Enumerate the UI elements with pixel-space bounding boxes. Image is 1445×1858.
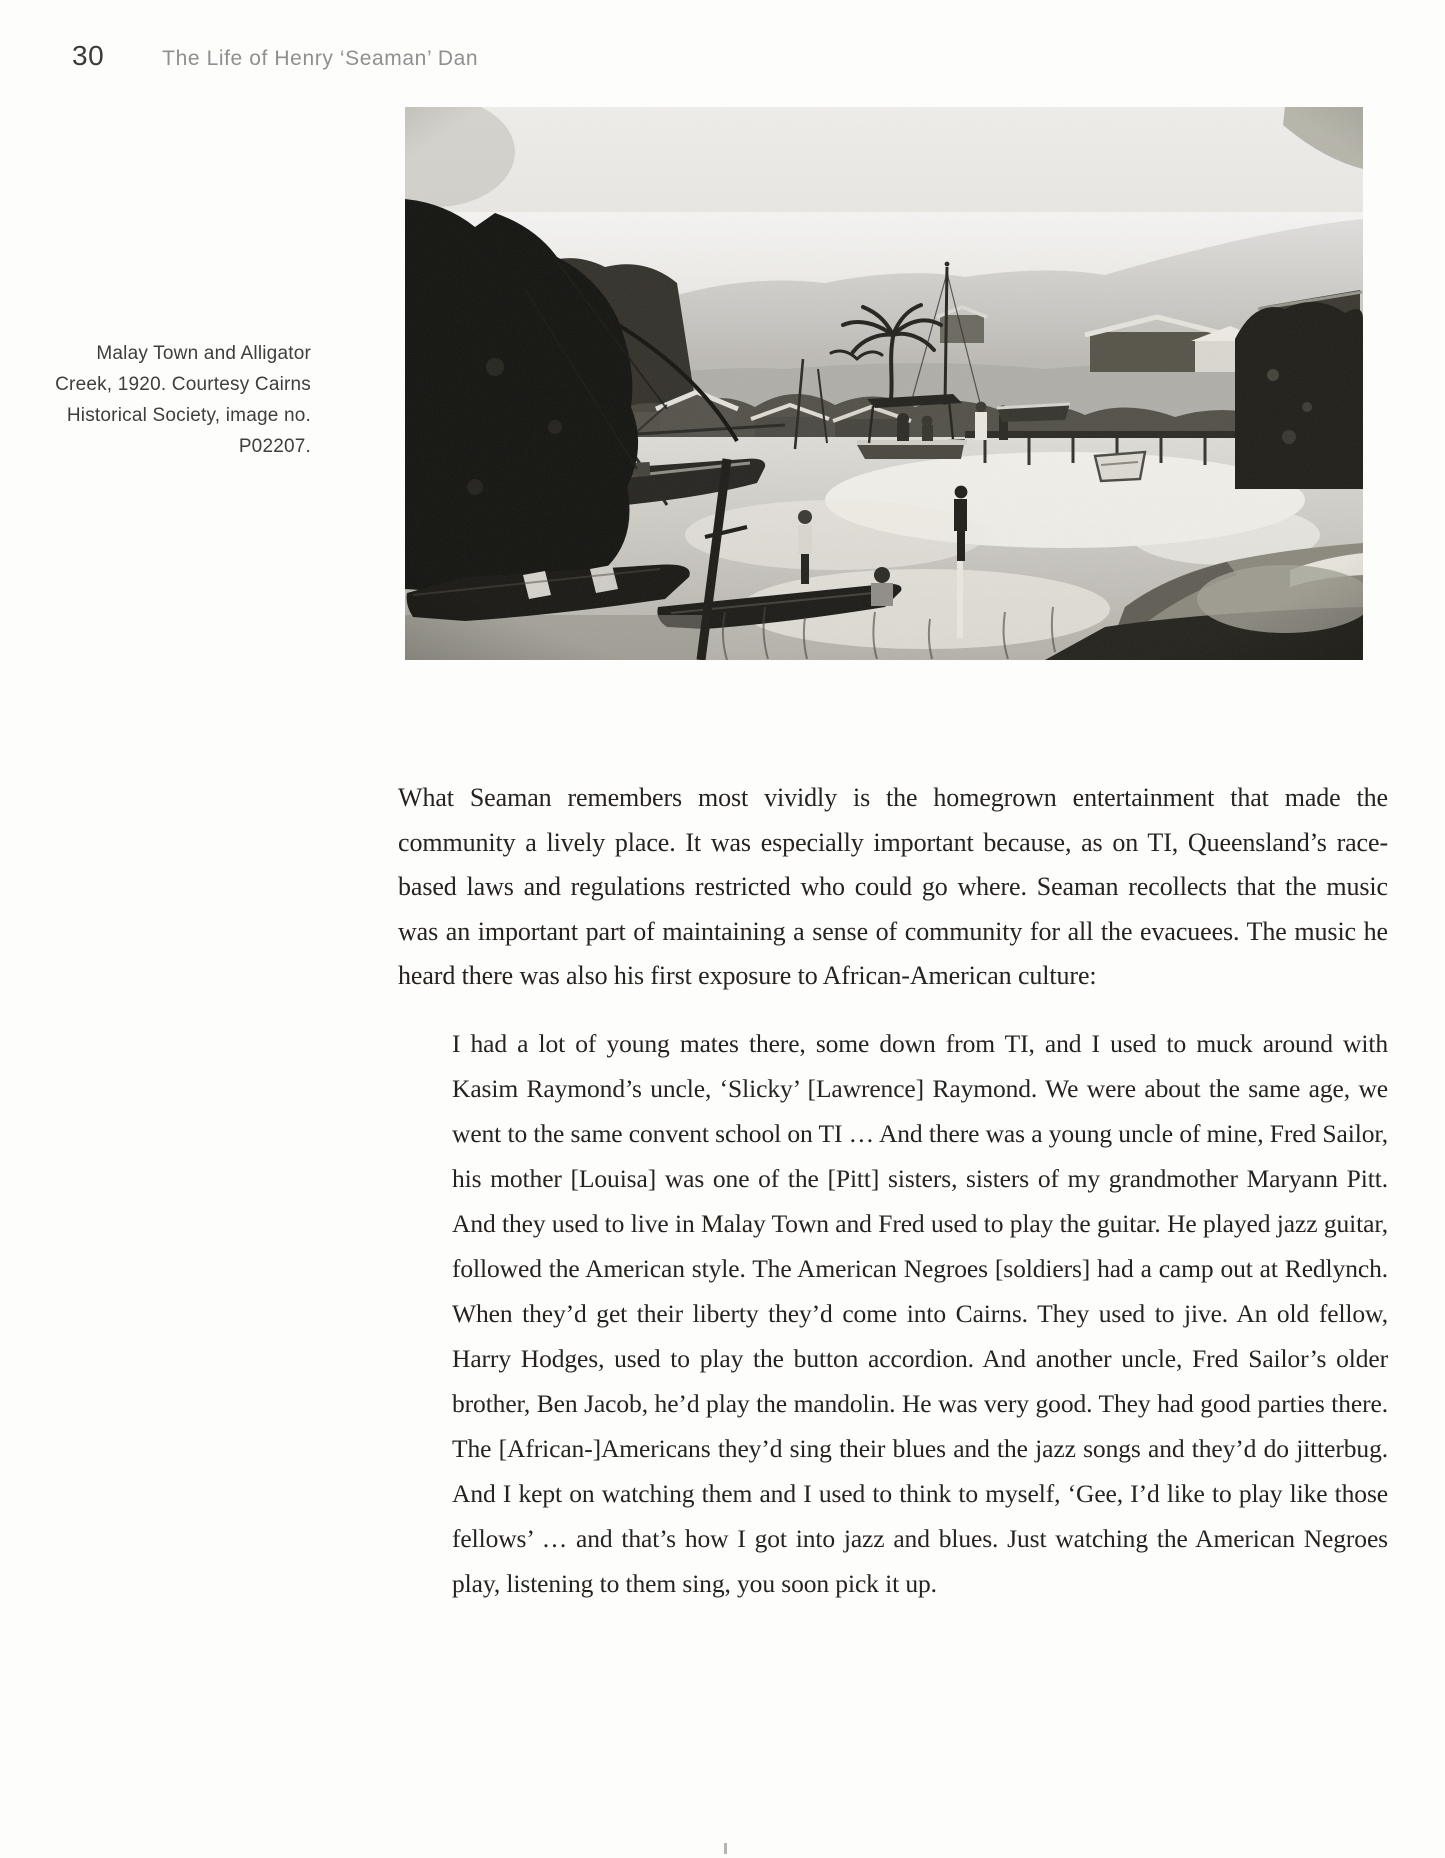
page-signature-mark xyxy=(724,1843,727,1854)
block-quote: I had a lot of young mates there, some down from TI, and I used to muck around with Kasim Raymond’s uncle, ‘Slicky’ [Lawrence] Raymond. We were about the same age, we went to the same convent school on TI … And there was a young uncle of mine, Fred Sailor, his mother [Louisa] was one of the [Pitt] sisters, sisters of my grandmother Maryann Pitt. And they used to live in Malay Town and Fred used to play the guitar. He played jazz guitar, followed the American style. The American Negroes [soldiers] had a camp out at Redlynch. When they’d get their liberty they’d come into Cairns. They used to jive. An old fellow, Harry Hodges, used to play the button accordion. And another uncle, Fred Sailor’s older brother, Ben Jacob, he’d play the mandolin. He was very good. They had good parties there. The [African-]Americans they’d sing their blues and the jazz songs and they’d do jitterbug. And I kept on watching them and I used to think to myself, ‘Gee, I’d like to play like those fellows’ … and that’s how I got into jazz and blues. Just watching the American Negroes play, listening to them sing, you soon pick it up. xyxy=(452,1028,1388,1598)
paragraph: What Seaman remembers most vividly is the homegrown entertainment that made the community a lively place. It was especially important because, as on TI, Queensland’s race-based laws and regulations restricted who could go where. Seaman recollects that the music was an important part of maintaining a sense of community for all the evacuees. The music he heard there was also his first exposure to African-American culture: xyxy=(398,783,1388,990)
photo-illustration xyxy=(405,107,1363,660)
malay-town-photo xyxy=(405,107,1363,660)
caption-line-3: Historical Society, image no. xyxy=(66,405,311,426)
body-text xyxy=(398,776,1388,1606)
caption-line-2: Creek, 1920. Courtesy Cairns xyxy=(55,374,311,395)
caption-line-4: P02207. xyxy=(238,436,311,457)
figure-caption xyxy=(55,338,311,462)
page-header xyxy=(72,40,478,72)
page-number: 30 xyxy=(72,40,105,71)
caption-line-1: Malay Town and Alligator xyxy=(96,343,311,364)
running-header-title: The Life of Henry ‘Seaman’ Dan xyxy=(162,47,479,70)
